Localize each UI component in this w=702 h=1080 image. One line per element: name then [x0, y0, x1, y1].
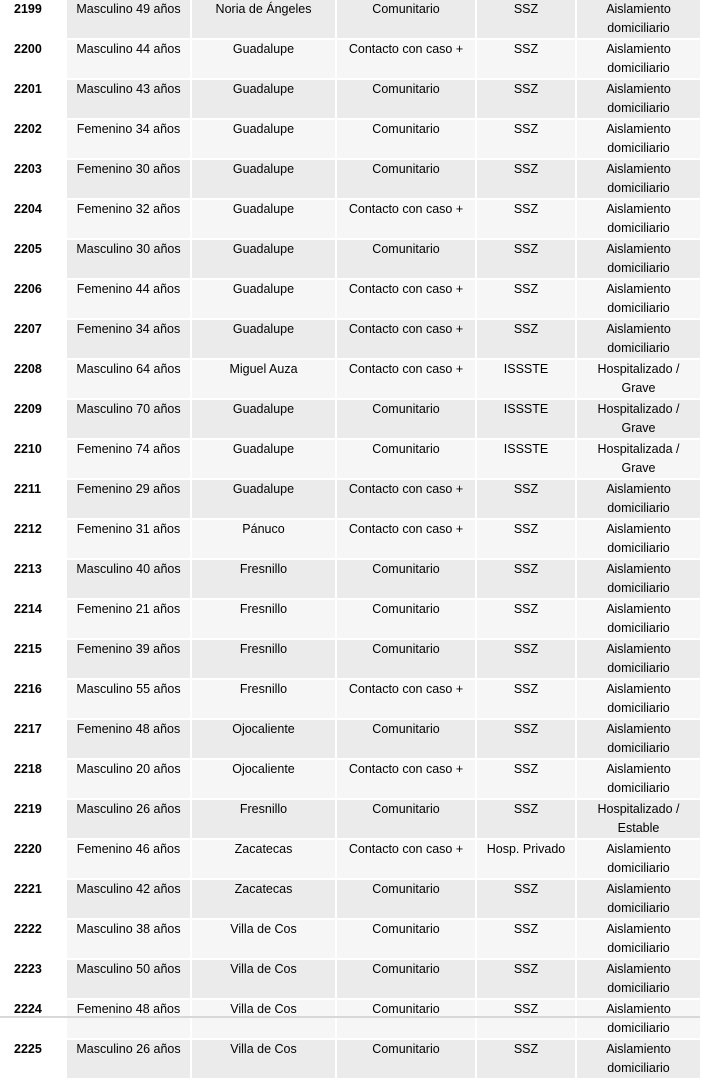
status-cell: Aislamiento domiciliario — [577, 680, 700, 718]
institution-cell: SSZ — [477, 160, 575, 198]
table-row — [2, 560, 700, 598]
case-id-cell: 2221 — [2, 880, 65, 918]
contagion-type-cell: Contacto con caso + — [337, 40, 475, 78]
contagion-type-cell: Comunitario — [337, 640, 475, 678]
institution-cell: SSZ — [477, 520, 575, 558]
institution-cell: Hosp. Privado — [477, 840, 575, 878]
table-row — [2, 760, 700, 798]
institution-cell: SSZ — [477, 960, 575, 998]
case-id-cell: 2208 — [2, 360, 65, 398]
sex-age-cell: Masculino 49 años — [67, 0, 190, 38]
municipality-cell: Guadalupe — [192, 240, 335, 278]
case-id-cell: 2211 — [2, 480, 65, 518]
status-cell: Aislamiento domiciliario — [577, 560, 700, 598]
table-row — [2, 920, 700, 958]
municipality-cell: Guadalupe — [192, 120, 335, 158]
institution-cell: SSZ — [477, 920, 575, 958]
contagion-type-cell: Comunitario — [337, 600, 475, 638]
status-cell: Aislamiento domiciliario — [577, 760, 700, 798]
case-id-cell: 2222 — [2, 920, 65, 958]
municipality-cell: Fresnillo — [192, 560, 335, 598]
table-row — [2, 520, 700, 558]
institution-cell: SSZ — [477, 800, 575, 838]
case-id-cell: 2219 — [2, 800, 65, 838]
contagion-type-cell: Comunitario — [337, 880, 475, 918]
status-cell: Aislamiento domiciliario — [577, 720, 700, 758]
table-row — [2, 1000, 700, 1038]
status-cell: Aislamiento domiciliario — [577, 480, 700, 518]
municipality-cell: Guadalupe — [192, 200, 335, 238]
case-id-cell: 2204 — [2, 200, 65, 238]
sex-age-cell: Femenino 31 años — [67, 520, 190, 558]
table-row — [2, 360, 700, 398]
institution-cell: SSZ — [477, 720, 575, 758]
municipality-cell: Guadalupe — [192, 320, 335, 358]
case-id-cell: 2205 — [2, 240, 65, 278]
municipality-cell: Zacatecas — [192, 880, 335, 918]
municipality-cell: Guadalupe — [192, 280, 335, 318]
contagion-type-cell: Comunitario — [337, 80, 475, 118]
municipality-cell: Fresnillo — [192, 600, 335, 638]
institution-cell: SSZ — [477, 240, 575, 278]
municipality-cell: Noria de Ángeles — [192, 0, 335, 38]
case-id-cell: 2210 — [2, 440, 65, 478]
table-row — [2, 40, 700, 78]
institution-cell: SSZ — [477, 40, 575, 78]
sex-age-cell: Masculino 30 años — [67, 240, 190, 278]
status-cell: Aislamiento domiciliario — [577, 1040, 700, 1078]
status-cell: Aislamiento domiciliario — [577, 840, 700, 878]
municipality-cell: Zacatecas — [192, 840, 335, 878]
sex-age-cell: Masculino 20 años — [67, 760, 190, 798]
table-row — [2, 0, 700, 38]
sex-age-cell: Masculino 64 años — [67, 360, 190, 398]
municipality-cell: Fresnillo — [192, 680, 335, 718]
status-cell: Aislamiento domiciliario — [577, 600, 700, 638]
sex-age-cell: Femenino 48 años — [67, 1000, 190, 1038]
table-row — [2, 640, 700, 678]
case-id-cell: 2225 — [2, 1040, 65, 1078]
municipality-cell: Villa de Cos — [192, 920, 335, 958]
table-row — [2, 80, 700, 118]
status-cell: Hospitalizada / Grave — [577, 440, 700, 478]
contagion-type-cell: Contacto con caso + — [337, 200, 475, 238]
sex-age-cell: Femenino 46 años — [67, 840, 190, 878]
table-row — [2, 320, 700, 358]
contagion-type-cell: Comunitario — [337, 560, 475, 598]
sex-age-cell: Femenino 34 años — [67, 120, 190, 158]
sex-age-cell: Femenino 48 años — [67, 720, 190, 758]
table-row — [2, 480, 700, 518]
case-id-cell: 2217 — [2, 720, 65, 758]
sex-age-cell: Femenino 30 años — [67, 160, 190, 198]
municipality-cell: Pánuco — [192, 520, 335, 558]
table-row — [2, 200, 700, 238]
institution-cell: SSZ — [477, 880, 575, 918]
sex-age-cell: Masculino 40 años — [67, 560, 190, 598]
table-bottom-rule — [0, 1016, 700, 1018]
institution-cell: SSZ — [477, 0, 575, 38]
sex-age-cell: Femenino 32 años — [67, 200, 190, 238]
case-id-cell: 2212 — [2, 520, 65, 558]
municipality-cell: Guadalupe — [192, 480, 335, 518]
sex-age-cell: Masculino 55 años — [67, 680, 190, 718]
institution-cell: SSZ — [477, 200, 575, 238]
case-id-cell: 2220 — [2, 840, 65, 878]
status-cell: Aislamiento domiciliario — [577, 240, 700, 278]
status-cell: Aislamiento domiciliario — [577, 80, 700, 118]
sex-age-cell: Masculino 70 años — [67, 400, 190, 438]
table-row — [2, 400, 700, 438]
case-id-cell: 2200 — [2, 40, 65, 78]
institution-cell: ISSSTE — [477, 440, 575, 478]
municipality-cell: Ojocaliente — [192, 720, 335, 758]
contagion-type-cell: Contacto con caso + — [337, 760, 475, 798]
table-row — [2, 440, 700, 478]
status-cell: Hospitalizado / Estable — [577, 800, 700, 838]
sex-age-cell: Femenino 34 años — [67, 320, 190, 358]
case-id-cell: 2199 — [2, 0, 65, 38]
municipality-cell: Villa de Cos — [192, 1040, 335, 1078]
sex-age-cell: Masculino 42 años — [67, 880, 190, 918]
status-cell: Aislamiento domiciliario — [577, 280, 700, 318]
status-cell: Aislamiento domiciliario — [577, 40, 700, 78]
status-cell: Aislamiento domiciliario — [577, 0, 700, 38]
sex-age-cell: Masculino 26 años — [67, 1040, 190, 1078]
table-row — [2, 1040, 700, 1078]
institution-cell: SSZ — [477, 480, 575, 518]
status-cell: Hospitalizado / Grave — [577, 400, 700, 438]
contagion-type-cell: Contacto con caso + — [337, 360, 475, 398]
institution-cell: SSZ — [477, 600, 575, 638]
institution-cell: SSZ — [477, 560, 575, 598]
sex-age-cell: Femenino 21 años — [67, 600, 190, 638]
status-cell: Aislamiento domiciliario — [577, 320, 700, 358]
contagion-type-cell: Comunitario — [337, 160, 475, 198]
municipality-cell: Fresnillo — [192, 640, 335, 678]
case-id-cell: 2214 — [2, 600, 65, 638]
status-cell: Aislamiento domiciliario — [577, 520, 700, 558]
sex-age-cell: Masculino 43 años — [67, 80, 190, 118]
table-row — [2, 600, 700, 638]
status-cell: Aislamiento domiciliario — [577, 880, 700, 918]
institution-cell: SSZ — [477, 120, 575, 158]
municipality-cell: Fresnillo — [192, 800, 335, 838]
table-row — [2, 160, 700, 198]
contagion-type-cell: Comunitario — [337, 1040, 475, 1078]
status-cell: Aislamiento domiciliario — [577, 160, 700, 198]
status-cell: Aislamiento domiciliario — [577, 200, 700, 238]
contagion-type-cell: Contacto con caso + — [337, 680, 475, 718]
municipality-cell: Guadalupe — [192, 40, 335, 78]
table-row — [2, 960, 700, 998]
municipality-cell: Guadalupe — [192, 160, 335, 198]
status-cell: Aislamiento domiciliario — [577, 920, 700, 958]
case-table-body — [2, 0, 700, 1078]
institution-cell: SSZ — [477, 320, 575, 358]
institution-cell: SSZ — [477, 760, 575, 798]
contagion-type-cell: Comunitario — [337, 1000, 475, 1038]
municipality-cell: Miguel Auza — [192, 360, 335, 398]
status-cell: Hospitalizado / Grave — [577, 360, 700, 398]
institution-cell: ISSSTE — [477, 360, 575, 398]
institution-cell: SSZ — [477, 1040, 575, 1078]
contagion-type-cell: Comunitario — [337, 120, 475, 158]
sex-age-cell: Masculino 26 años — [67, 800, 190, 838]
institution-cell: ISSSTE — [477, 400, 575, 438]
municipality-cell: Guadalupe — [192, 80, 335, 118]
case-id-cell: 2216 — [2, 680, 65, 718]
institution-cell: SSZ — [477, 1000, 575, 1038]
sex-age-cell: Femenino 29 años — [67, 480, 190, 518]
contagion-type-cell: Comunitario — [337, 920, 475, 958]
municipality-cell: Guadalupe — [192, 440, 335, 478]
table-row — [2, 800, 700, 838]
contagion-type-cell: Contacto con caso + — [337, 480, 475, 518]
status-cell: Aislamiento domiciliario — [577, 960, 700, 998]
case-id-cell: 2218 — [2, 760, 65, 798]
case-id-cell: 2224 — [2, 1000, 65, 1038]
case-id-cell: 2209 — [2, 400, 65, 438]
municipality-cell: Ojocaliente — [192, 760, 335, 798]
table-row — [2, 120, 700, 158]
contagion-type-cell: Comunitario — [337, 240, 475, 278]
sex-age-cell: Masculino 38 años — [67, 920, 190, 958]
table-row — [2, 280, 700, 318]
status-cell: Aislamiento domiciliario — [577, 640, 700, 678]
table-row — [2, 840, 700, 878]
sex-age-cell: Masculino 44 años — [67, 40, 190, 78]
case-id-cell: 2215 — [2, 640, 65, 678]
contagion-type-cell: Comunitario — [337, 800, 475, 838]
case-id-cell: 2201 — [2, 80, 65, 118]
sex-age-cell: Femenino 74 años — [67, 440, 190, 478]
institution-cell: SSZ — [477, 80, 575, 118]
status-cell: Aislamiento domiciliario — [577, 120, 700, 158]
case-id-cell: 2203 — [2, 160, 65, 198]
municipality-cell: Villa de Cos — [192, 1000, 335, 1038]
case-id-cell: 2202 — [2, 120, 65, 158]
contagion-type-cell: Comunitario — [337, 960, 475, 998]
municipality-cell: Guadalupe — [192, 400, 335, 438]
contagion-type-cell: Contacto con caso + — [337, 280, 475, 318]
municipality-cell: Villa de Cos — [192, 960, 335, 998]
institution-cell: SSZ — [477, 640, 575, 678]
table-row — [2, 680, 700, 718]
contagion-type-cell: Contacto con caso + — [337, 520, 475, 558]
status-cell: Aislamiento domiciliario — [577, 1000, 700, 1038]
sex-age-cell: Masculino 50 años — [67, 960, 190, 998]
contagion-type-cell: Comunitario — [337, 400, 475, 438]
sex-age-cell: Femenino 39 años — [67, 640, 190, 678]
sex-age-cell: Femenino 44 años — [67, 280, 190, 318]
table-row — [2, 720, 700, 758]
case-id-cell: 2206 — [2, 280, 65, 318]
case-id-cell: 2207 — [2, 320, 65, 358]
contagion-type-cell: Contacto con caso + — [337, 840, 475, 878]
institution-cell: SSZ — [477, 280, 575, 318]
case-id-cell: 2223 — [2, 960, 65, 998]
contagion-type-cell: Comunitario — [337, 720, 475, 758]
contagion-type-cell: Comunitario — [337, 0, 475, 38]
table-row — [2, 880, 700, 918]
contagion-type-cell: Contacto con caso + — [337, 320, 475, 358]
contagion-type-cell: Comunitario — [337, 440, 475, 478]
institution-cell: SSZ — [477, 680, 575, 718]
case-id-cell: 2213 — [2, 560, 65, 598]
table-row — [2, 240, 700, 278]
